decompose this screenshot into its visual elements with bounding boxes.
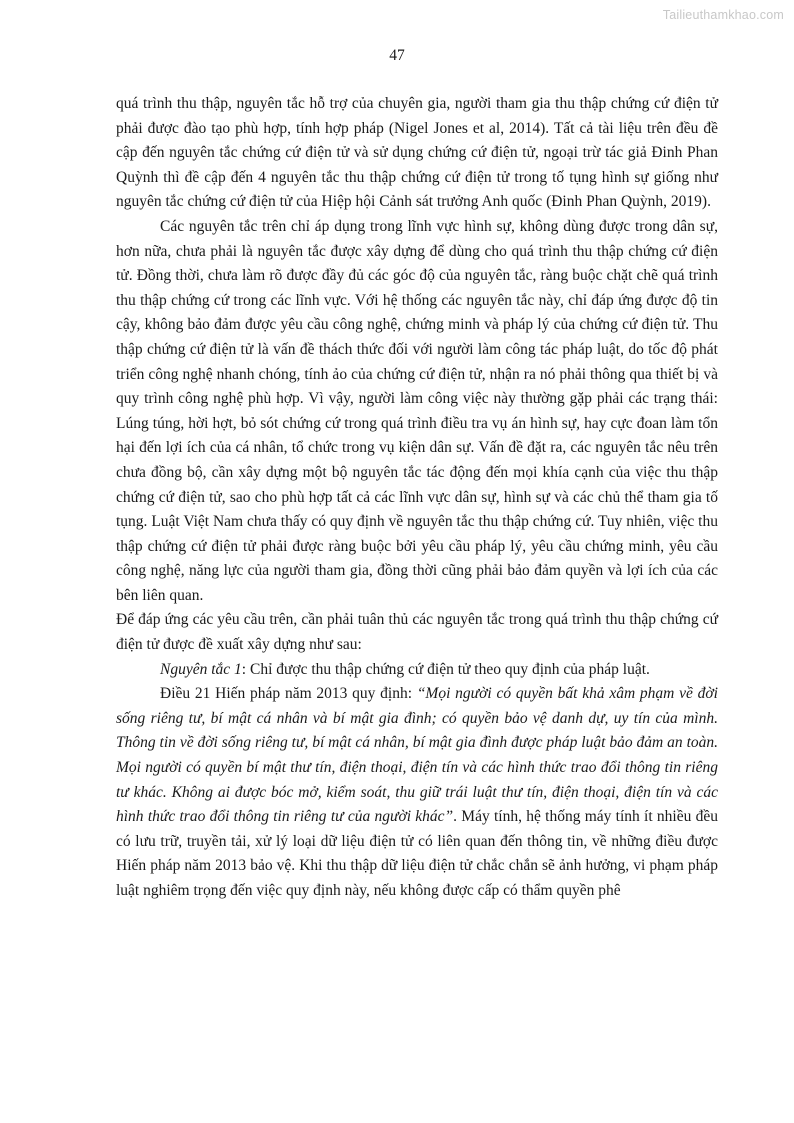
article-lead: Điều 21 Hiến pháp năm 2013 quy định:	[160, 685, 417, 703]
paragraph-2: Các nguyên tắc trên chỉ áp dụng trong lĩnh vực hình sự, không dùng được trong dân sự, hơn nữa, chưa phải là nguyên tắc được xây dựng để dùng cho quá trình thu thập chứng cứ điện tử. Đồng thời, chưa làm rõ được đầy đủ các góc độ của nguyên tắc, ràng buộc chặt chẽ quá trình thu thập chứng cứ trong các lĩnh vực. Với hệ thống các nguyên tắc này, chỉ đáp ứng được độ tin cậy, không bảo đảm được yêu cầu công nghệ, chứng minh và pháp lý của chứng cứ điện tử. Thu thập chứng cứ điện tử là vấn đề thách thức đối với người làm công tác pháp luật, do tốc độ phát triển công nghệ nhanh chóng, tính ảo của chứng cứ điện tử, nhận ra nó phải thông qua thiết bị và quy trình công nghệ phù hợp. Vì vậy, người làm công việc này thường gặp phải các trạng thái: Lúng túng, hời hợt, bỏ sót chứng cứ trong quá trình điều tra vụ án hình sự, hay cực đoan làm tổn hại đến lợi ích của cá nhân, tổ chức trong vụ kiện dân sự. Vấn đề đặt ra, các nguyên tắc nêu trên chưa đồng bộ, cần xây dựng một bộ nguyên tắc tác động đến mọi khía cạnh của việc thu thập chứng cứ điện tử, sao cho phù hợp tất cả các lĩnh vực dân sự, hình sự và các chủ thể tham gia tố tụng. Luật Việt Nam chưa thấy có quy định về nguyên tắc thu thập chứng cứ. Tuy nhiên, việc thu thập chứng cứ điện tử phải được ràng buộc bởi yêu cầu pháp lý, yêu cầu chứng minh, yêu cầu công nghệ, năng lực của người tham gia, đồng thời cũng phải bảo đảm quyền và lợi ích của các bên liên quan.	[116, 217, 718, 604]
principle-text: : Chỉ được thu thập chứng cứ điện tử theo quy định của pháp luật.	[241, 660, 650, 678]
paragraph-3: Để đáp ứng các yêu cầu trên, cần phải tuân thủ các nguyên tắc trong quá trình thu thập chứng cứ điện tử được đề xuất xây dựng như sau:	[116, 611, 718, 654]
principle-label: Nguyên tắc 1	[160, 660, 242, 678]
paragraph-article-21	[116, 682, 718, 903]
watermark-text: Tailieuthamkhao.com	[662, 8, 784, 22]
document-body	[116, 92, 718, 904]
paragraph-1: quá trình thu thập, nguyên tắc hỗ trợ của chuyên gia, người tham gia thu thập chứng cứ điện tử phải được đào tạo phù hợp, tính hợp pháp (Nigel Jones et al, 2014). Tất cả tài liệu trên đều đề cập đến nguyên tắc chứng cứ điện tử và sử dụng chứng cứ điện tử, ngoại trừ tác giả Đinh Phan Quỳnh thì đề cập đến 4 nguyên tắc thu thập chứng cứ điện tử trong tố tụng hình sự giống như nguyên tắc chứng cứ điện tử của Hiệp hội Cảnh sát trưởng Anh quốc (Đinh Phan Quỳnh, 2019).	[116, 95, 718, 211]
paragraph-principle-1	[116, 658, 718, 683]
article-continuation: . Máy tính, hệ thống máy tính ít nhiều đều có lưu trữ, truyền tải, xử lý loại dữ liệu điện tử có liên quan đến thông tin, về những điều được Hiến pháp năm 2013 bảo vệ. Khi thu thập dữ liệu điện tử chắc chắn sẽ ảnh hưởng, vi phạm pháp luật nghiêm trọng đến việc quy định này, nếu không được cấp có thẩm quyền phê	[116, 808, 718, 899]
page-number: 47	[389, 47, 405, 64]
constitution-quote: “Mọi người có quyền bất khả xâm phạm về đời sống riêng tư, bí mật cá nhân và bí mật gia đình; có quyền bảo vệ danh dự, uy tín của mình. Thông tin về đời sống riêng tư, bí mật cá nhân, bí mật gia đình được pháp luật bảo đảm an toàn. Mọi người có quyền bí mật thư tín, điện thoại, điện tín và các hình thức trao đổi thông tin riêng tư khác. Không ai được bóc mở, kiểm soát, thu giữ trái luật thư tín, điện thoại, điện tín và các hình thức trao đổi thông tin riêng tư của người khác”	[116, 685, 718, 826]
